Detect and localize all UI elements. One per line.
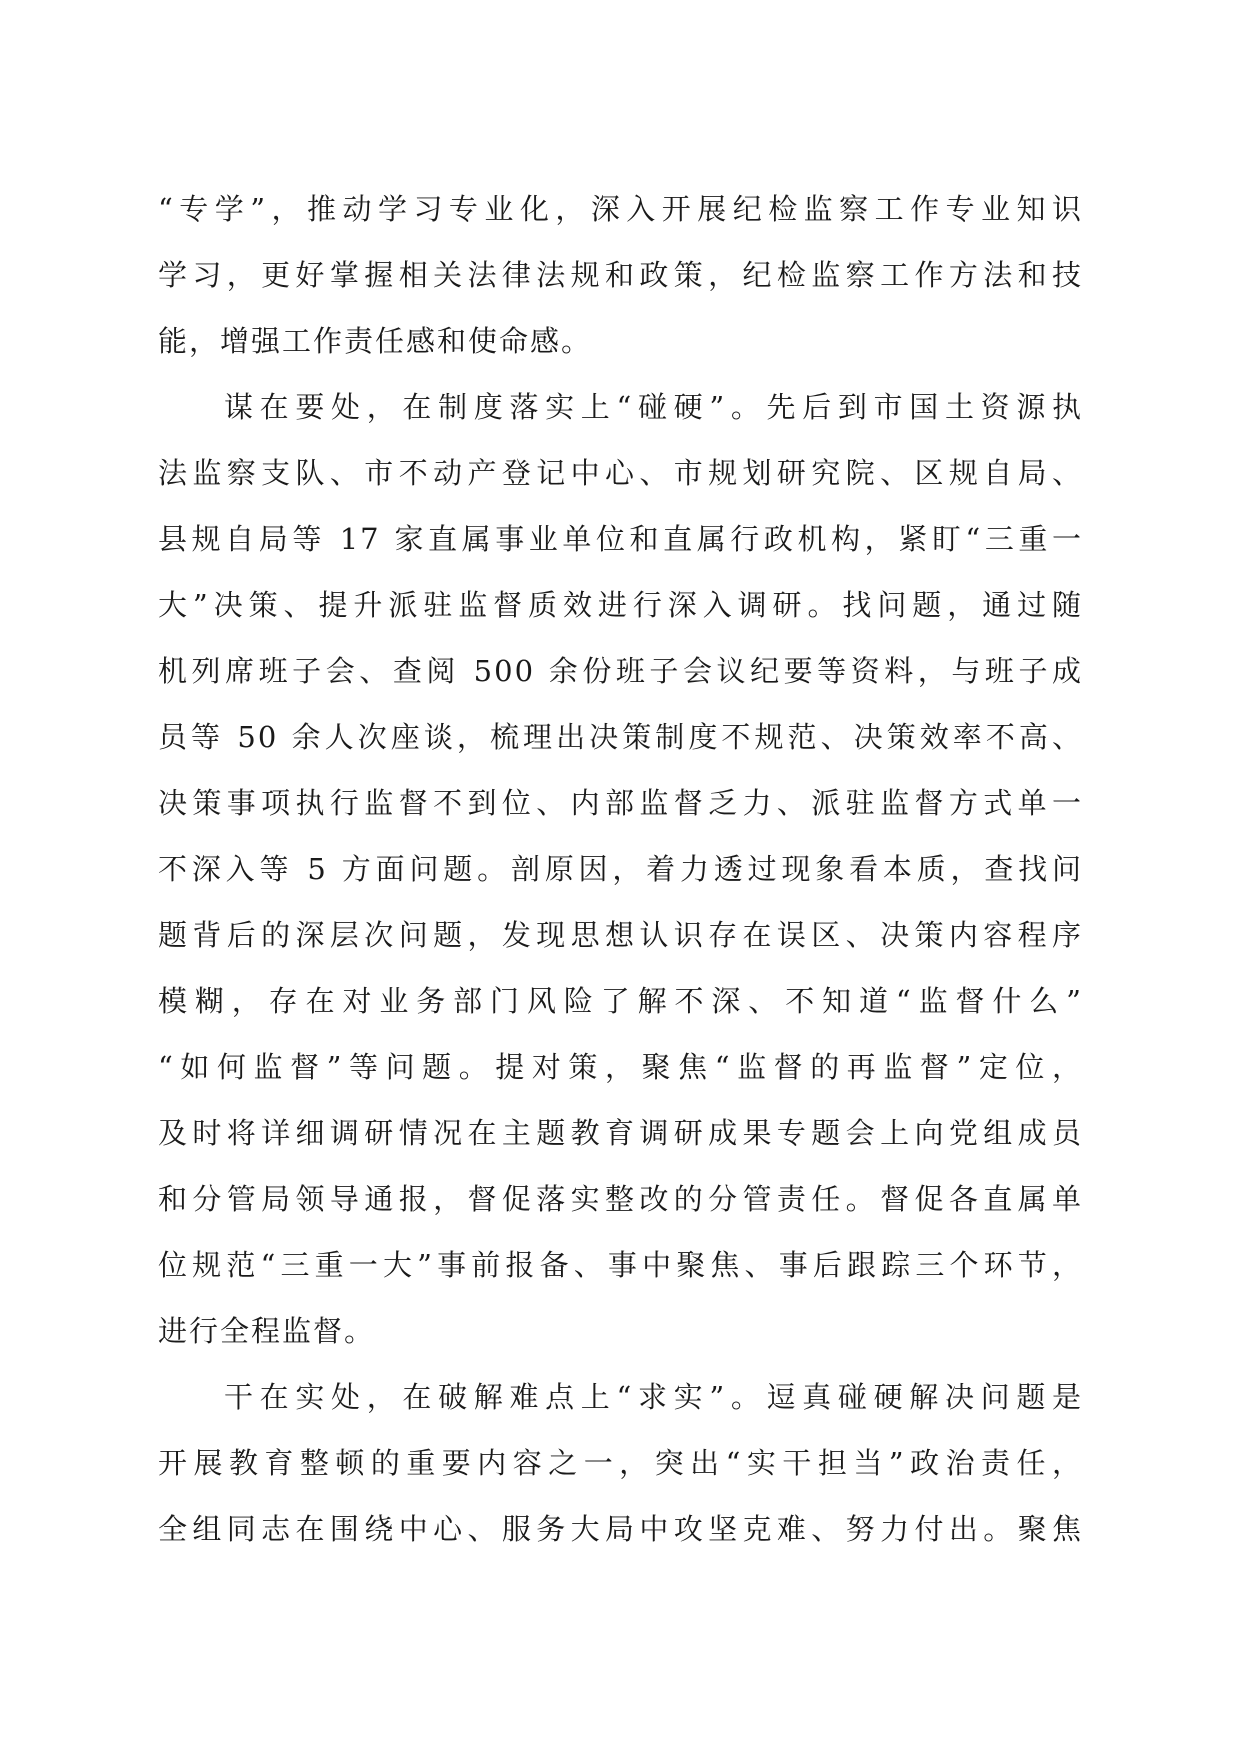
text-line: 不深入等 5 方面问题。剖原因，着力透过现象看本质，查找问 (158, 852, 1083, 886)
text-line: 大”决策、提升派驻监督质效进行深入调研。找问题，通过随 (158, 588, 1083, 622)
text-line: “专学”，推动学习专业化，深入开展纪检监察工作专业知识 (158, 192, 1083, 226)
text-line: 题背后的深层次问题，发现思想认识存在误区、决策内容程序 (158, 918, 1083, 952)
text-line: 位规范“三重一大”事前报备、事中聚焦、事后跟踪三个环节， (158, 1248, 1083, 1282)
text-line: “如何监督”等问题。提对策，聚焦“监督的再监督”定位， (158, 1050, 1083, 1084)
text-line: 决策事项执行监督不到位、内部监督乏力、派驻监督方式单一 (158, 786, 1083, 820)
text-line: 和分管局领导通报，督促落实整改的分管责任。督促各直属单 (158, 1182, 1083, 1216)
text-line: 及时将详细调研情况在主题教育调研成果专题会上向党组成员 (158, 1116, 1083, 1150)
paragraph-first-line: 谋在要处，在制度落实上“碰硬”。先后到市国土资源执 (224, 390, 1083, 424)
text-line: 开展教育整顿的重要内容之一，突出“实干担当”政治责任， (158, 1446, 1083, 1480)
text-line: 县规自局等 17 家直属事业单位和直属行政机构，紧盯“三重一 (158, 522, 1083, 556)
text-line: 机列席班子会、查阅 500 余份班子会议纪要等资料，与班子成 (158, 654, 1083, 688)
text-line: 能，增强工作责任感和使命感。 (158, 324, 593, 358)
text-line: 学习，更好掌握相关法律法规和政策，纪检监察工作方法和技 (158, 258, 1083, 292)
text-line: 全组同志在围绕中心、服务大局中攻坚克难、努力付出。聚焦 (158, 1512, 1083, 1546)
text-line: 模糊，存在对业务部门风险了解不深、不知道“监督什么” (158, 984, 1083, 1018)
text-line: 进行全程监督。 (158, 1314, 376, 1348)
text-line: 员等 50 余人次座谈，梳理出决策制度不规范、决策效率不高、 (158, 720, 1083, 754)
body-text (158, 189, 1083, 1575)
paragraph-first-line: 干在实处，在破解难点上“求实”。逗真碰硬解决问题是 (224, 1380, 1083, 1414)
text-line: 法监察支队、市不动产登记中心、市规划研究院、区规自局、 (158, 456, 1083, 490)
